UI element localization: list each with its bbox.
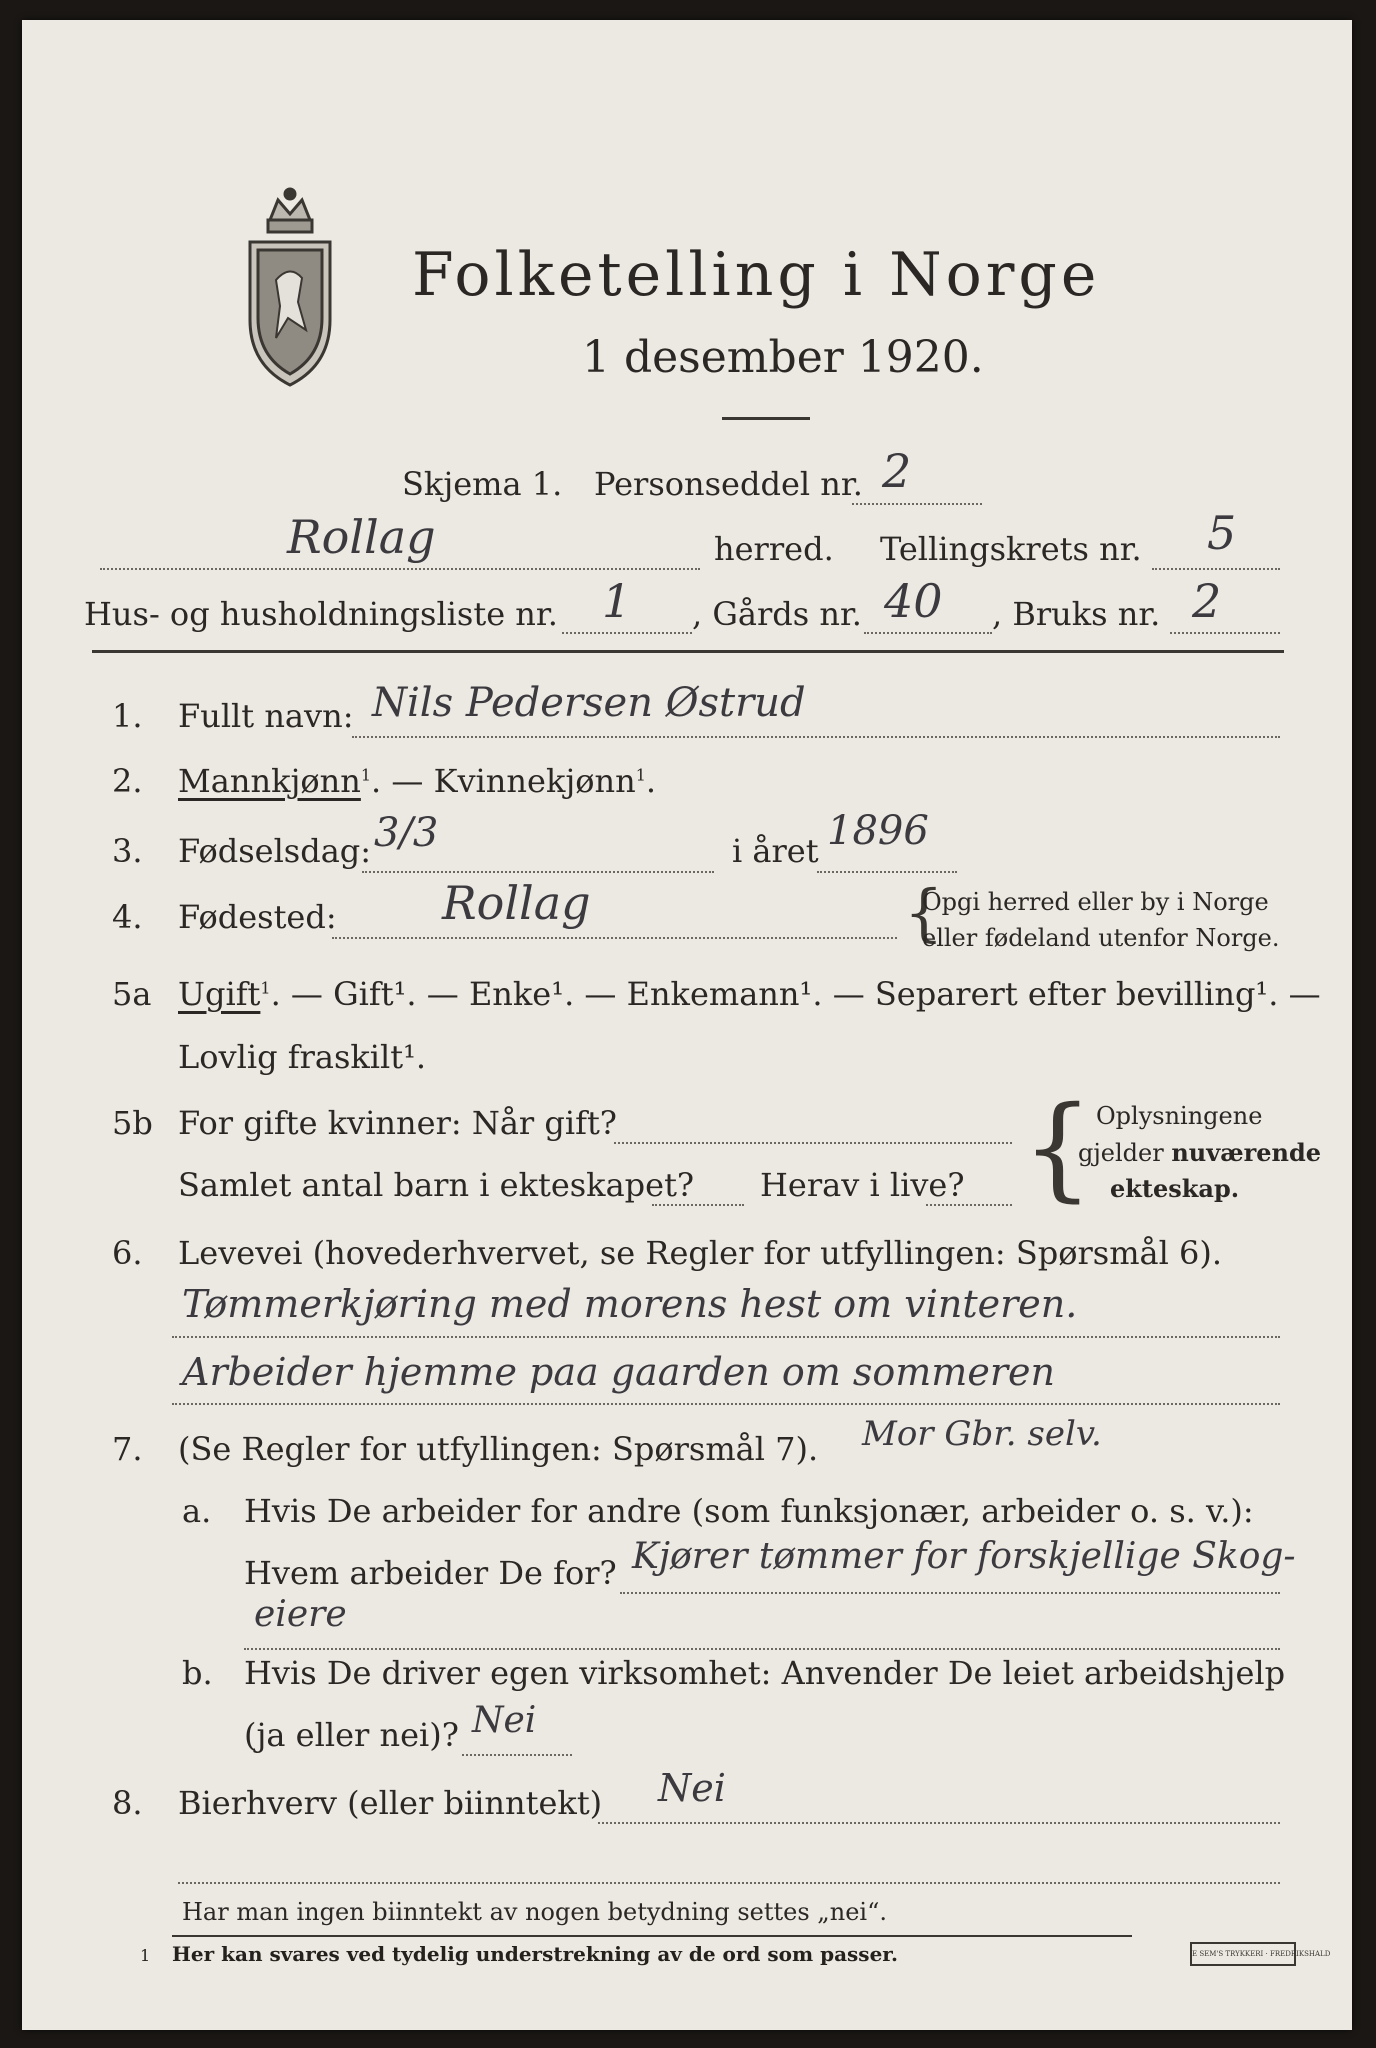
- q6-label: Levevei (hovederhvervet, se Regler for utfyllingen: Spørsmål 6).: [178, 1234, 1223, 1272]
- herred-value[interactable]: Rollag: [287, 510, 436, 564]
- q8-label: Bierhverv (eller biinntekt): [178, 1784, 603, 1822]
- q4-brace: {: [904, 876, 944, 949]
- footer-rule: [172, 1935, 1132, 1937]
- gards-value[interactable]: 40: [884, 574, 943, 628]
- q5b-brace: {: [1022, 1083, 1094, 1213]
- q7a-number: a.: [182, 1492, 212, 1530]
- footnote-mark: 1: [140, 1946, 151, 1965]
- q6-answer-line1[interactable]: Tømmerkjøring med morens hest om vinteren.: [182, 1282, 1078, 1326]
- q6-number: 6.: [112, 1234, 143, 1272]
- census-form: [22, 20, 1352, 2030]
- q7-answer[interactable]: Mor Gbr. selv.: [862, 1414, 1102, 1454]
- q5b-number: 5b: [112, 1104, 153, 1142]
- q5b-note2: gjelder nuværende: [1078, 1138, 1322, 1167]
- q1-value[interactable]: Nils Pedersen Østrud: [372, 680, 806, 726]
- q3-number: 3.: [112, 832, 143, 870]
- husliste-label: Hus- og husholdningsliste nr.: [84, 595, 558, 633]
- skjema-label: Skjema 1.: [402, 465, 563, 503]
- tellingskrets-value[interactable]: 5: [1207, 506, 1237, 560]
- q5a-ugift-option[interactable]: Ugift: [178, 975, 261, 1013]
- coat-of-arms-icon: [240, 180, 340, 400]
- q2-options: Mannkjønn$^1$. — Kvinnekjønn$^1$.: [178, 762, 657, 800]
- gards-label: , Gårds nr.: [692, 595, 862, 633]
- q2-male-option[interactable]: Mannkjønn: [178, 762, 361, 800]
- q4-note-line1: Opgi herred eller by i Norge: [922, 888, 1269, 916]
- q7b-line2: (ja eller nei)?: [244, 1716, 459, 1754]
- q7b-number: b.: [182, 1654, 213, 1692]
- q7-number: 7.: [112, 1430, 143, 1468]
- bruks-value[interactable]: 2: [1192, 574, 1222, 628]
- q8-number: 8.: [112, 1784, 143, 1822]
- q6-answer-line2[interactable]: Arbeider hjemme paa gaarden om sommeren: [182, 1350, 1055, 1394]
- bruks-label: , Bruks nr.: [992, 595, 1161, 633]
- q2-female-option[interactable]: Kvinnekjønn: [433, 762, 636, 800]
- q4-label: Fødested:: [178, 898, 337, 936]
- header-rule: [92, 650, 1284, 653]
- q5b-line2b: Herav i live?: [760, 1166, 965, 1204]
- printer-stamp: E SEM'S TRYKKERI · FREDRIKSHALD: [1190, 1942, 1296, 1966]
- form-title: Folketelling i Norge: [412, 240, 1101, 310]
- q5a-number: 5a: [112, 975, 152, 1013]
- q7a-line1: Hvis De arbeider for andre (som funksjonær, arbeider o. s. v.):: [244, 1492, 1254, 1530]
- husliste-value[interactable]: 1: [602, 574, 632, 628]
- q8-answer[interactable]: Nei: [658, 1766, 726, 1810]
- q3-year-value[interactable]: 1896: [827, 808, 929, 854]
- q4-note-line2: eller fødeland utenfor Norge.: [922, 924, 1280, 952]
- q5a-options: Ugift$^1$. — Gift¹. — Enke¹. — Enkemann¹. — Separert efter bevilling¹. —: [178, 975, 1321, 1013]
- q5b-note3: ekteskap.: [1110, 1174, 1240, 1203]
- q1-label: Fullt navn:: [178, 697, 354, 735]
- q7b-line1: Hvis De driver egen virksomhet: Anvender De leiet arbeidshjelp: [244, 1654, 1286, 1692]
- q4-value[interactable]: Rollag: [442, 876, 591, 930]
- q5b-line2a: Samlet antal barn i ekteskapet?: [178, 1166, 695, 1204]
- q4-number: 4.: [112, 898, 143, 936]
- q2-number: 2.: [112, 762, 143, 800]
- q7b-answer[interactable]: Nei: [472, 1700, 537, 1741]
- q3-label: Fødselsdag:: [178, 832, 372, 870]
- q7a-answer-line1[interactable]: Kjører tømmer for forskjellige Skog-: [632, 1536, 1296, 1577]
- personseddel-label: Personseddel nr.: [594, 465, 863, 503]
- personseddel-value[interactable]: 2: [882, 444, 912, 498]
- q7-label: (Se Regler for utfyllingen: Spørsmål 7).: [178, 1430, 819, 1468]
- footnote: Her kan svares ved tydelig understrekning av de ord som passer.: [172, 1942, 898, 1966]
- q5a-line2: Lovlig fraskilt¹.: [178, 1038, 427, 1076]
- q5b-note1: Oplysningene: [1096, 1102, 1263, 1130]
- footer-note: Har man ingen biinntekt av nogen betydning settes „nei“.: [182, 1898, 887, 1926]
- q3-year-label: i året: [732, 832, 819, 870]
- census-date: 1 desember 1920.: [582, 332, 984, 383]
- q5b-line1: For gifte kvinner: Når gift?: [178, 1104, 617, 1142]
- tellingskrets-label: Tellingskrets nr.: [880, 530, 1142, 568]
- q1-number: 1.: [112, 697, 143, 735]
- title-divider: [722, 417, 810, 420]
- q7a-answer-line2[interactable]: eiere: [254, 1594, 347, 1635]
- q3-birthday-value[interactable]: 3/3: [374, 810, 439, 856]
- q7a-line2: Hvem arbeider De for?: [244, 1554, 617, 1592]
- herred-label: herred.: [714, 530, 834, 568]
